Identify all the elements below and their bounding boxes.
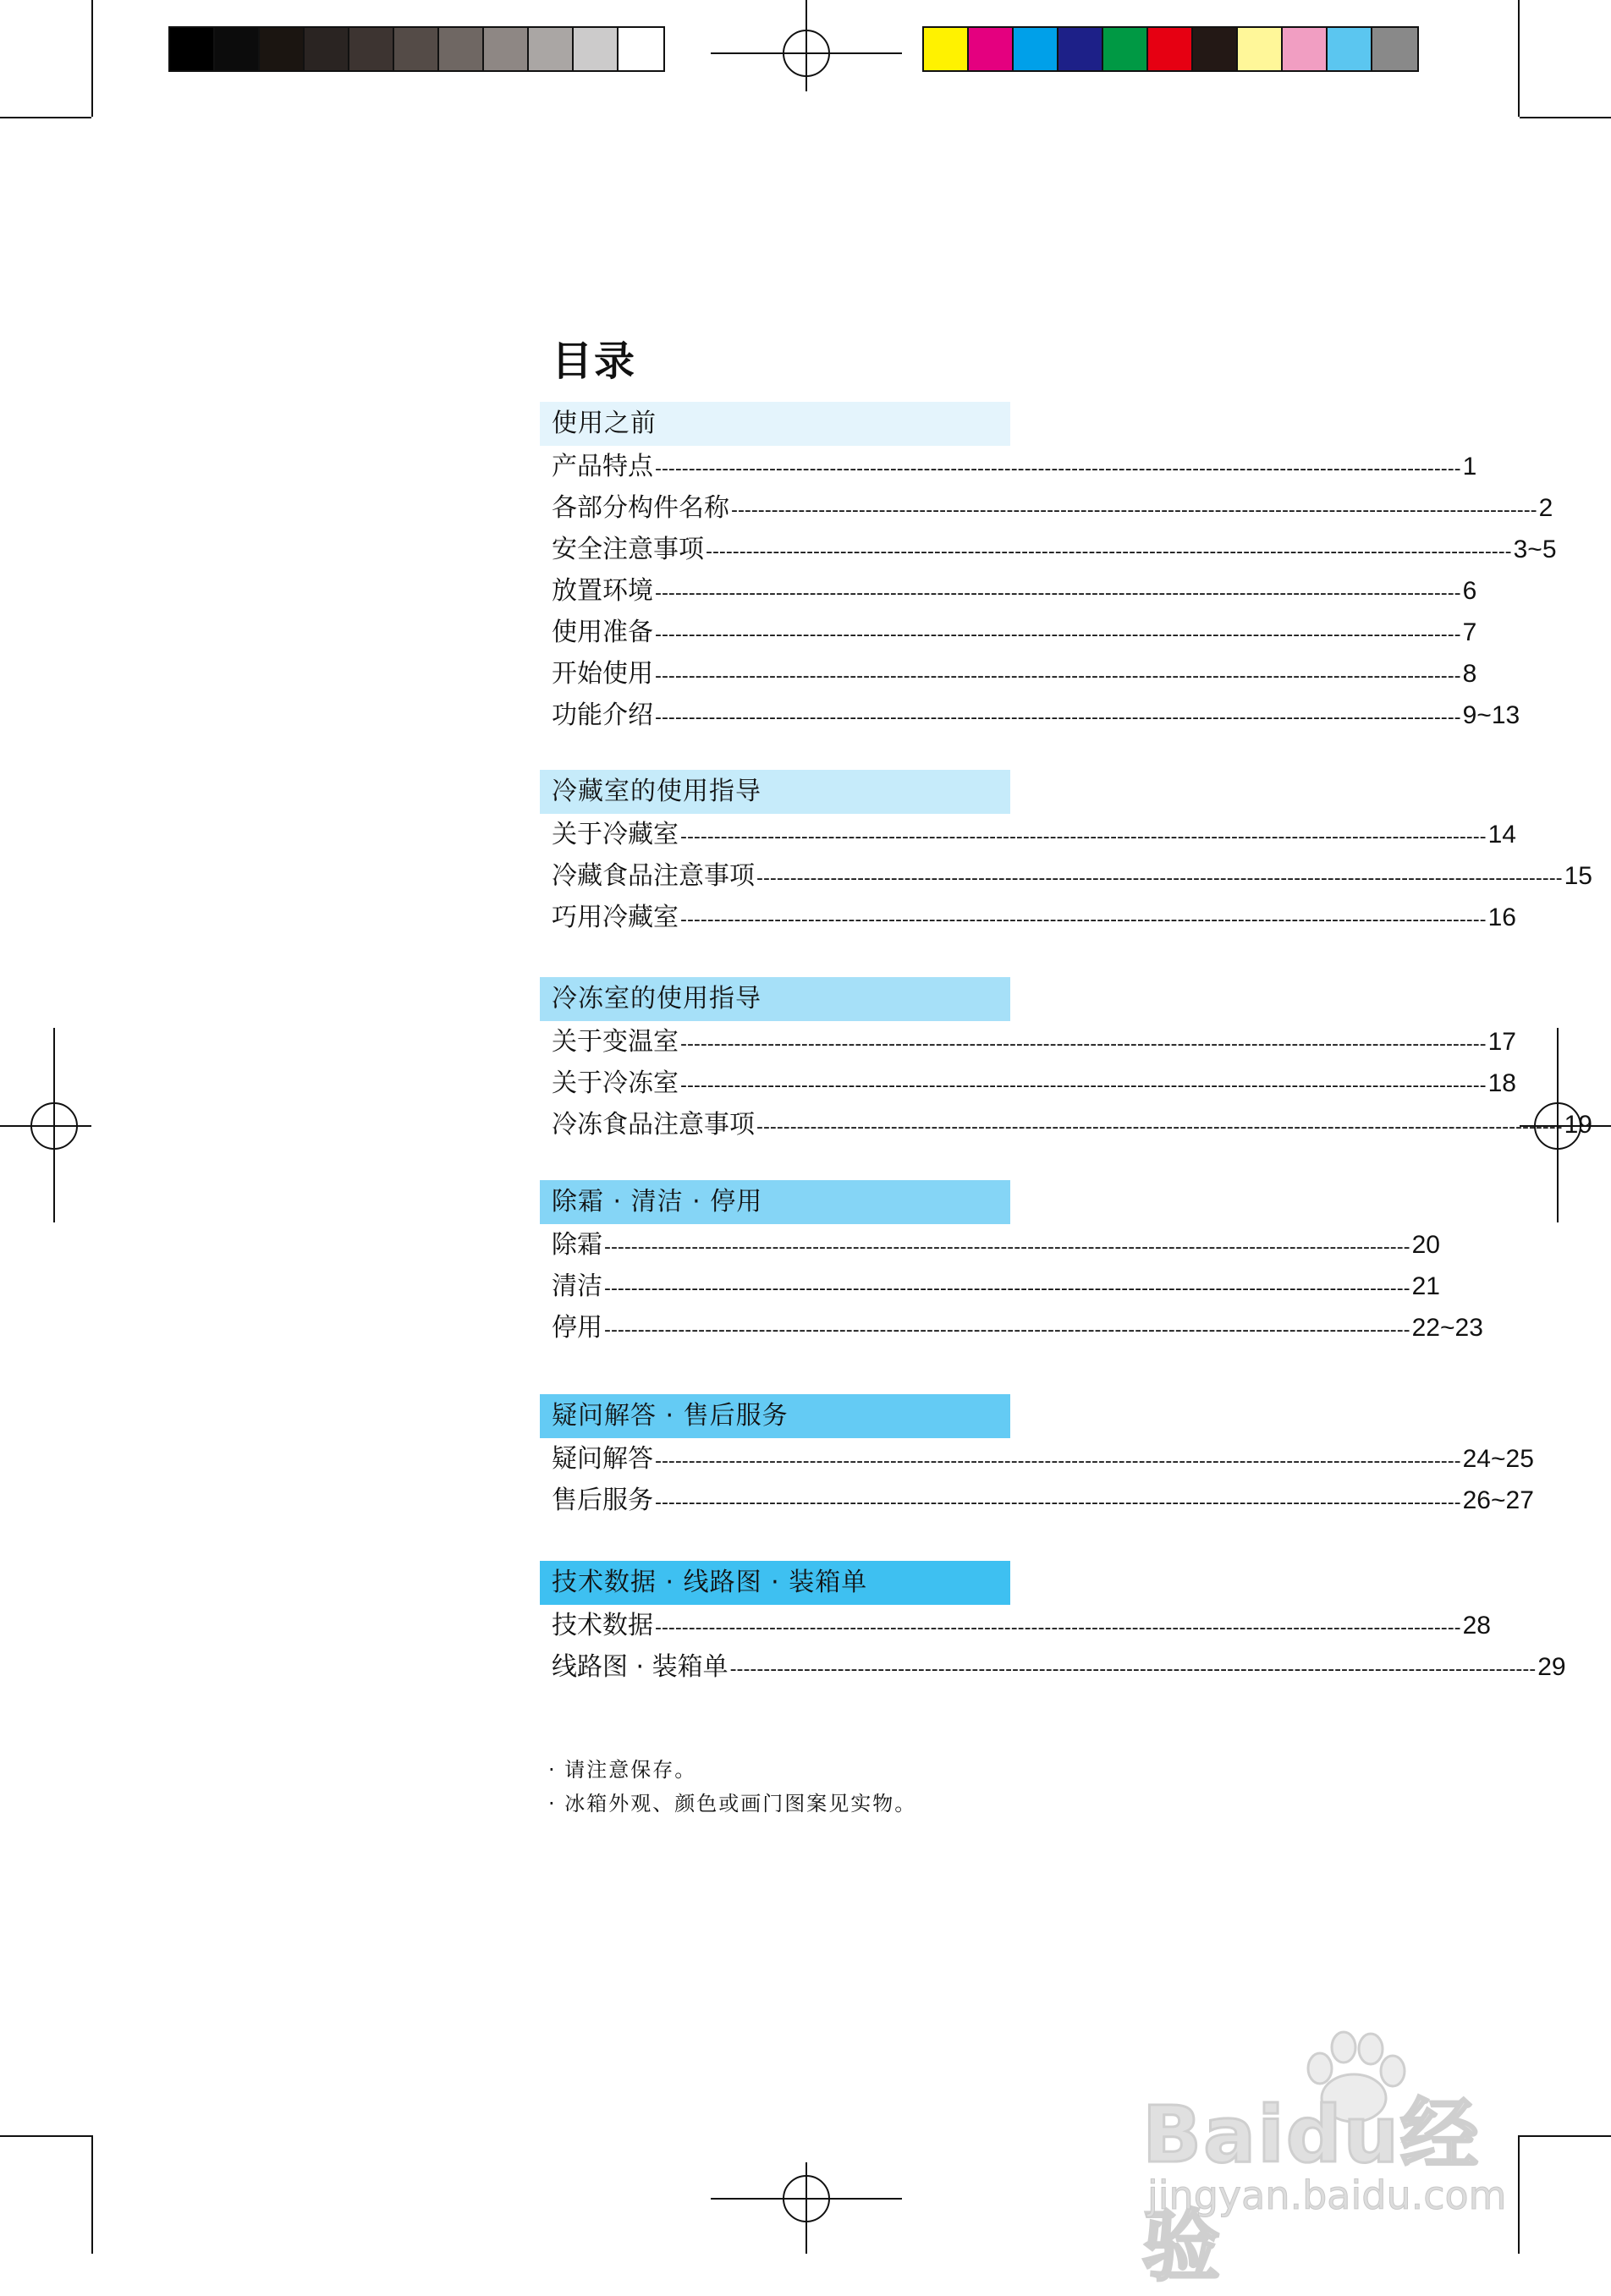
color-swatch <box>969 28 1014 70</box>
toc-entry[interactable] <box>540 1605 1491 1646</box>
crop-mark <box>0 117 91 118</box>
toc-entry-label: 疑问解答 <box>552 1444 653 1474</box>
toc-section <box>540 1561 1566 1688</box>
toc-entry-page: 24~25 <box>1462 1445 1534 1473</box>
color-swatch <box>484 28 529 70</box>
grayscale-color-bar <box>168 26 665 72</box>
leader-dashes: ------------------------------------------------------------------------------------------------------------------------ <box>655 1451 1461 1472</box>
toc-entry-label: 开始使用 <box>552 659 653 689</box>
note-item: · 冰箱外观、颜色或画门图案见实物。 <box>548 1792 917 1815</box>
toc-section-header: 冷藏室的使用指导 <box>540 770 1010 814</box>
leader-dashes: ------------------------------------------------------------------------------------------------------------------------ <box>729 1659 1537 1680</box>
color-swatch <box>1372 28 1417 70</box>
toc-entry-page: 7 <box>1462 618 1477 646</box>
toc-entry[interactable] <box>540 1646 1566 1688</box>
toc-entry-label: 关于冷冻室 <box>552 1068 679 1098</box>
toc-entry-page: 2 <box>1538 494 1553 522</box>
toc-entry-label: 各部分构件名称 <box>552 493 729 523</box>
toc-entry-page: 8 <box>1462 660 1477 688</box>
toc-section <box>540 1180 1483 1348</box>
toc-section <box>540 1394 1534 1521</box>
toc-section-header: 使用之前 <box>540 402 1010 446</box>
color-swatch <box>924 28 969 70</box>
toc-entry-page: 15 <box>1564 862 1592 890</box>
toc-entry-label: 停用 <box>552 1313 602 1343</box>
toc-entry[interactable] <box>540 1104 1592 1145</box>
toc-entry[interactable] <box>540 653 1477 695</box>
toc-title: 目录 <box>552 338 637 385</box>
crop-mark <box>1520 2135 1611 2137</box>
toc-entry-page: 20 <box>1411 1231 1440 1259</box>
toc-entry-label: 使用准备 <box>552 618 653 647</box>
toc-entry-label: 放置环境 <box>552 576 653 606</box>
toc-entry-page: 16 <box>1487 904 1516 931</box>
color-swatch <box>529 28 574 70</box>
toc-section-header: 除霜 · 清洁 · 停用 <box>540 1180 1010 1224</box>
color-swatch <box>1058 28 1103 70</box>
note-item: · 请注意保存。 <box>548 1758 697 1782</box>
leader-dashes: ------------------------------------------------------------------------------------------------------------------------ <box>680 1075 1487 1096</box>
color-swatch <box>394 28 439 70</box>
toc-entry[interactable] <box>540 487 1553 529</box>
toc-entry[interactable] <box>540 1021 1516 1063</box>
leader-dashes: ------------------------------------------------------------------------------------------------------------------------ <box>604 1320 1410 1341</box>
toc-entry[interactable] <box>540 570 1477 612</box>
toc-entry-page: 14 <box>1487 821 1516 849</box>
color-swatch <box>215 28 260 70</box>
leader-dashes: ------------------------------------------------------------------------------------------------------------------------ <box>604 1237 1410 1258</box>
color-swatch <box>619 28 663 70</box>
color-swatch <box>1103 28 1148 70</box>
leader-dashes: ------------------------------------------------------------------------------------------------------------------------ <box>680 827 1487 848</box>
toc-entry-page: 29 <box>1537 1653 1566 1681</box>
leader-dashes: ------------------------------------------------------------------------------------------------------------------------ <box>756 868 1563 889</box>
color-swatch <box>1283 28 1328 70</box>
toc-entry[interactable] <box>540 446 1477 487</box>
toc-entry[interactable] <box>540 612 1477 653</box>
toc-entry-label: 除霜 <box>552 1230 602 1260</box>
toc-entry-label: 线路图 · 装箱单 <box>552 1652 729 1682</box>
crop-mark <box>0 2135 91 2137</box>
toc-entry-page: 1 <box>1462 453 1477 481</box>
toc-section <box>540 770 1592 938</box>
toc-entry-label: 冷冻食品注意事项 <box>552 1110 755 1140</box>
crop-mark <box>91 0 93 117</box>
leader-dashes: ------------------------------------------------------------------------------------------------------------------------ <box>655 1618 1461 1639</box>
toc-entry[interactable] <box>540 1224 1440 1266</box>
color-swatch <box>170 28 215 70</box>
toc-section-header: 冷冻室的使用指导 <box>540 977 1010 1021</box>
leader-dashes: ------------------------------------------------------------------------------------------------------------------------ <box>655 583 1461 604</box>
toc-entry[interactable] <box>540 695 1520 736</box>
toc-entry-page: 6 <box>1462 577 1477 605</box>
toc-entry-page: 17 <box>1487 1028 1516 1056</box>
toc-entry-label: 产品特点 <box>552 452 653 481</box>
crop-mark <box>91 2135 93 2254</box>
color-swatch <box>574 28 619 70</box>
toc-entry-label: 功能介绍 <box>552 700 653 730</box>
watermark-url: jingyan.baidu.com <box>1147 2172 1507 2218</box>
leader-dashes: ------------------------------------------------------------------------------------------------------------------------ <box>680 1034 1487 1055</box>
leader-dashes: ------------------------------------------------------------------------------------------------------------------------ <box>731 500 1537 521</box>
color-swatch <box>1328 28 1372 70</box>
crop-mark <box>1520 117 1611 118</box>
color-swatch <box>305 28 349 70</box>
watermark-logo-text: Baidu经验 <box>1142 2090 1481 2292</box>
toc-entry-page: 22~23 <box>1411 1314 1483 1342</box>
toc-entry-page: 28 <box>1462 1612 1491 1640</box>
toc-section-header: 疑问解答 · 售后服务 <box>540 1394 1010 1438</box>
leader-dashes: ------------------------------------------------------------------------------------------------------------------------ <box>604 1278 1410 1299</box>
toc-entry[interactable] <box>540 1063 1516 1104</box>
baidu-watermark <box>1142 2022 1531 2292</box>
color-swatch <box>1238 28 1283 70</box>
toc-entry[interactable] <box>540 1438 1534 1480</box>
notes <box>548 1753 916 1821</box>
toc-entry-label: 关于冷藏室 <box>552 820 679 849</box>
color-swatch <box>349 28 394 70</box>
toc-entry[interactable] <box>540 855 1592 897</box>
color-swatch <box>260 28 305 70</box>
toc-entry-label: 售后服务 <box>552 1486 653 1515</box>
leader-dashes: ------------------------------------------------------------------------------------------------------------------------ <box>655 459 1461 480</box>
color-swatch <box>439 28 484 70</box>
leader-dashes: ------------------------------------------------------------------------------------------------------------------------ <box>680 909 1487 931</box>
toc-entry-page: 26~27 <box>1462 1486 1534 1514</box>
process-color-bar <box>922 26 1419 72</box>
toc-entry-label: 巧用冷藏室 <box>552 903 679 932</box>
crop-mark <box>1518 0 1520 117</box>
toc-entry-label: 技术数据 <box>552 1611 653 1640</box>
color-swatch <box>1193 28 1238 70</box>
toc-entry-page: 19 <box>1564 1111 1592 1139</box>
toc-entry-page: 9~13 <box>1462 701 1520 729</box>
toc-entry-page: 21 <box>1411 1272 1440 1300</box>
toc-entry-page: 3~5 <box>1513 536 1557 563</box>
toc-section <box>540 977 1592 1145</box>
leader-dashes: ------------------------------------------------------------------------------------------------------------------------ <box>756 1117 1563 1138</box>
toc-entry-label: 冷藏食品注意事项 <box>552 861 755 891</box>
toc-entry-label: 关于变温室 <box>552 1027 679 1057</box>
color-swatch <box>1014 28 1058 70</box>
toc-entry[interactable] <box>540 1480 1534 1521</box>
toc-entry[interactable] <box>540 1307 1483 1348</box>
toc-entry-page: 18 <box>1487 1069 1516 1097</box>
toc-section <box>540 402 1557 736</box>
leader-dashes: ------------------------------------------------------------------------------------------------------------------------ <box>655 1492 1461 1513</box>
leader-dashes: ------------------------------------------------------------------------------------------------------------------------ <box>655 707 1461 728</box>
leader-dashes: ------------------------------------------------------------------------------------------------------------------------ <box>655 666 1461 687</box>
toc-entry-label: 安全注意事项 <box>552 535 704 564</box>
leader-dashes: ------------------------------------------------------------------------------------------------------------------------ <box>706 541 1512 563</box>
toc-entry[interactable] <box>540 529 1557 570</box>
color-swatch <box>1148 28 1193 70</box>
leader-dashes: ------------------------------------------------------------------------------------------------------------------------ <box>655 624 1461 645</box>
toc-section-header: 技术数据 · 线路图 · 装箱单 <box>540 1561 1010 1605</box>
toc-entry[interactable] <box>540 897 1516 938</box>
toc-entry[interactable] <box>540 814 1516 855</box>
toc-entry[interactable] <box>540 1266 1440 1307</box>
toc-entry-label: 清洁 <box>552 1272 602 1301</box>
